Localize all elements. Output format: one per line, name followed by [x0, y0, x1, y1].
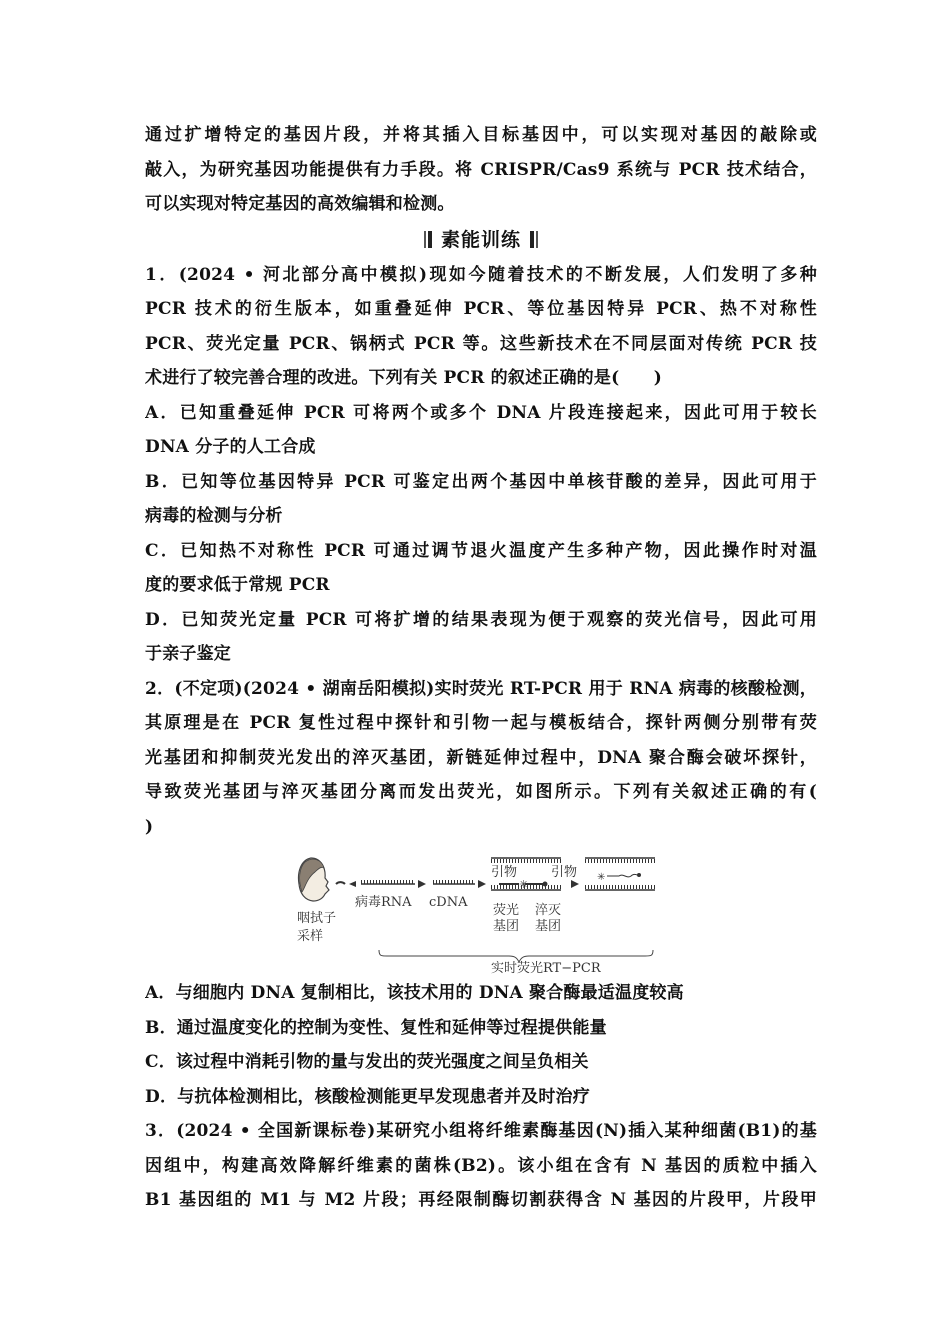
option-c[interactable]: C．该过程中消耗引物的量与发出的荧光强度之间呈负相关 — [145, 1052, 589, 1072]
question-stem-line: 3．(2024 • 全国新课标卷)某研究小组将纤维素酶基因(N)插入某种细菌(B1)的基 — [145, 1121, 817, 1141]
option-a[interactable]: A．与细胞内 DNA 复制相比，该技术用的 DNA 聚合酶最适温度较高 — [145, 983, 684, 1003]
question-stem-line: ) — [145, 816, 154, 837]
question-stem-line: 光基团和抑制荧光发出的淬灭基团，新链延伸过程中，DNA 聚合酶会破坏探针， — [145, 747, 817, 768]
heading-bar-icon — [424, 231, 426, 248]
option-a-cont: DNA 分子的人工合成 — [145, 437, 316, 457]
fluor-star-icon: ✳ — [519, 878, 529, 891]
question-stem-line: 2．(不定项)(2024 • 湖南岳阳模拟)实时荧光 RT-PCR 用于 RNA 病毒的核酸检测， — [145, 678, 817, 699]
question-stem-line: B1 基因组的 M1 与 M2 片段；再经限制酶切割获得含 N 基因的片段甲，片段甲 — [145, 1190, 817, 1210]
question-1 — [145, 258, 817, 672]
arrow-icon — [571, 880, 579, 888]
fluor-star-icon: ✳ — [597, 872, 606, 883]
rt-pcr-figure — [145, 848, 817, 974]
extension-stage — [585, 858, 655, 890]
virus-rna-strand — [361, 882, 415, 884]
heading-bar-icon — [428, 231, 432, 248]
quencher-label: 基团 — [535, 919, 562, 934]
option-b[interactable]: B．通过温度变化的控制为变性、复性和延伸等过程提供能量 — [145, 1017, 607, 1038]
question-stem-line: 导致荧光基团与淬灭基团分离而发出荧光，如图所示。下列有关叙述正确的有( — [145, 782, 817, 802]
quencher-dot-icon — [637, 873, 641, 877]
question-3 — [145, 1114, 817, 1218]
option-c[interactable]: C．已知热不对称性 PCR 可通过调节退火温度产生多种产物，因此操作时对温 — [145, 540, 817, 561]
sample-label: 采样 — [297, 929, 324, 944]
question-stem-line: PCR、荧光定量 PCR、锅柄式 PCR 等。这些新技术在不同层面对传统 PCR 技 — [145, 333, 817, 354]
option-b[interactable]: B．已知等位基因特异 PCR 可鉴定出两个基因中单核苷酸的差异，因此可用于 — [145, 471, 817, 492]
primer-label: 引物 — [551, 865, 578, 880]
question-stem-line: 术进行了较完善合理的改进。下列有关 PCR 的叙述正确的是( ) — [145, 368, 662, 388]
arrow-icon — [349, 881, 356, 887]
rt-pcr-diagram — [293, 848, 663, 974]
question-stem-line: 1．(2024 • 河北部分高中模拟)现如今随着技术的不断发展，人们发明了多种 — [145, 264, 817, 285]
person-head-icon — [299, 858, 330, 901]
heading-bar-icon — [536, 231, 538, 248]
cdna-strand — [433, 882, 475, 884]
heading-bar-icon — [530, 231, 534, 248]
quencher-dot-icon — [543, 882, 548, 887]
option-c-cont: 度的要求低于常规 PCR — [145, 575, 330, 595]
section-heading — [145, 222, 817, 258]
fluor-label: 基团 — [493, 919, 520, 934]
arrow-icon — [478, 880, 486, 888]
option-d-cont: 于亲子鉴定 — [145, 644, 231, 664]
document-page — [145, 118, 817, 1218]
cdna-label: cDNA — [429, 895, 468, 910]
intro-line: 通过扩增特定的基因片段，并将其插入目标基因中，可以实现对基因的敲除或 — [145, 125, 817, 145]
fluor-label: 荧光 — [493, 903, 520, 918]
section-title: 素能训练 — [440, 228, 521, 251]
question-2 — [145, 672, 817, 1115]
question-stem-line: 其原理是在 PCR 复性过程中探针和引物一起与模板结合，探针两侧分别带有荧 — [145, 713, 817, 733]
sample-label: 咽拭子 — [297, 911, 337, 926]
intro-line: 敲入，为研究基因功能提供有力手段。将 CRISPR/Cas9 系统与 PCR 技术结合， — [145, 159, 817, 180]
arrow-icon — [418, 880, 426, 888]
option-d[interactable]: D．已知荧光定量 PCR 可将扩增的结果表现为便于观察的荧光信号，因此可用 — [145, 609, 817, 630]
method-label: 实时荧光RT−PCR — [491, 961, 601, 974]
intro-line: 可以实现对特定基因的高效编辑和检测。 — [145, 194, 455, 214]
option-a[interactable]: A．已知重叠延伸 PCR 可将两个或多个 DNA 片段连接起来，因此可用于较长 — [145, 402, 817, 423]
swab-icon — [336, 882, 345, 884]
option-b-cont: 病毒的检测与分析 — [145, 506, 283, 526]
option-d[interactable]: D．与抗体检测相比，核酸检测能更早发现患者并及时治疗 — [145, 1086, 590, 1107]
question-stem-line: PCR 技术的衍生版本，如重叠延伸 PCR、等位基因特异 PCR、热不对称性 — [145, 299, 817, 319]
virus-rna-label: 病毒RNA — [355, 895, 412, 910]
primer-label: 引物 — [491, 865, 518, 880]
question-stem-line: 因组中，构建高效降解纤维素的菌株(B2)。该小组在含有 N 基因的质粒中插入 — [145, 1155, 817, 1176]
quencher-label: 淬灭 — [535, 903, 562, 918]
